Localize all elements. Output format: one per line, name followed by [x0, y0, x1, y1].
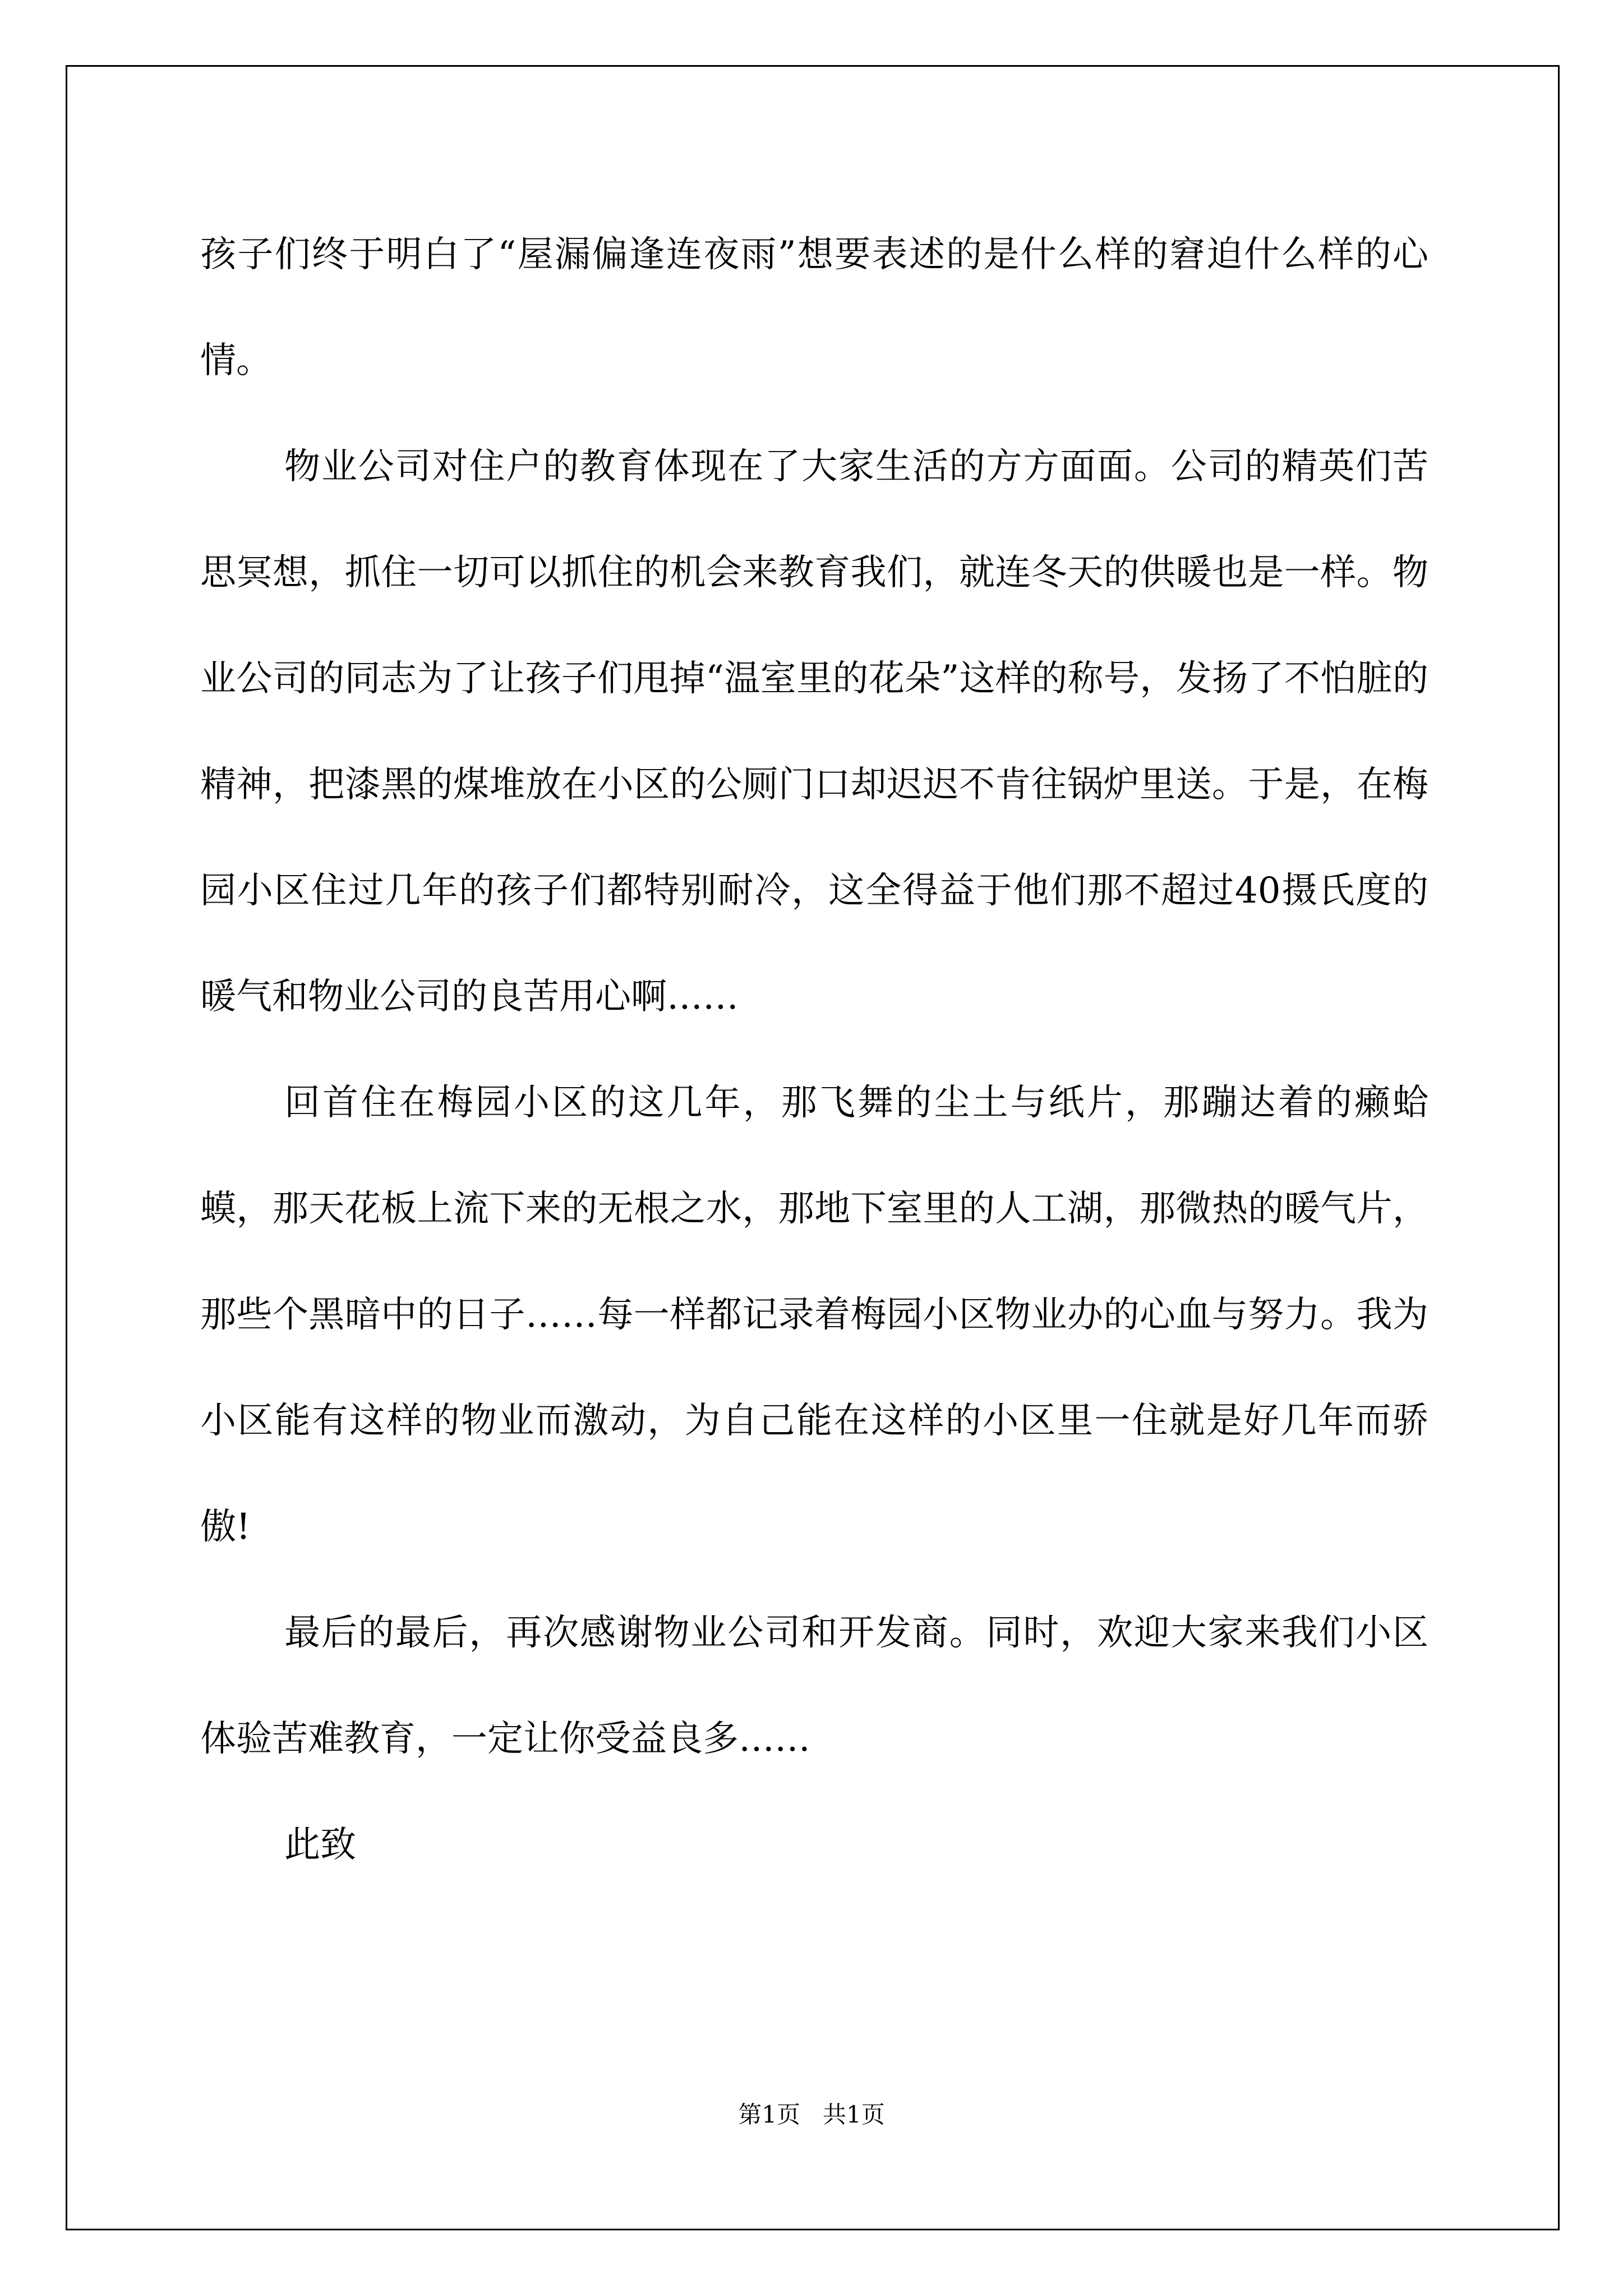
paragraph-4: 最后的最后，再次感谢物业公司和开发商。同时，欢迎大家来我们小区体验苦难教育，一定让你受益良多…… [200, 1612, 1428, 1760]
page-total: 共1页 [823, 2101, 885, 2128]
paragraph-5-closing: 此致 [284, 1824, 356, 1866]
page-footer [0, 2098, 1623, 2132]
document-body [200, 202, 1428, 1898]
paragraph-2: 物业公司对住户的教育体现在了大家生活的方方面面。公司的精英们苦思冥想，抓住一切可以抓住的机会来教育我们，就连冬天的供暖也是一样。物业公司的同志为了让孩子们甩掉“温室里的花朵”这样的称号，发扬了不怕脏的精神，把漆黑的煤堆放在小区的公厕门口却迟迟不肯往锅炉里送。于是，在梅园小区住过几年的孩子们都特别耐冷，这全得益于他们那不超过40摄氏度的暖气和物业公司的良苦用心啊…… [200, 446, 1428, 1018]
page-number: 第1页 [738, 2101, 800, 2128]
paragraph-3: 回首住在梅园小区的这几年，那飞舞的尘土与纸片，那蹦达着的癞蛤蟆，那天花板上流下来的无根之水，那地下室里的人工湖，那微热的暖气片，那些个黑暗中的日子……每一样都记录着梅园小区物业办的心血与努力。我为小区能有这样的物业而激动，为自己能在这样的小区里一住就是好几年而骄傲! [200, 1082, 1428, 1548]
paragraph-1: 孩子们终于明白了“屋漏偏逢连夜雨”想要表述的是什么样的窘迫什么样的心情。 [200, 234, 1428, 381]
